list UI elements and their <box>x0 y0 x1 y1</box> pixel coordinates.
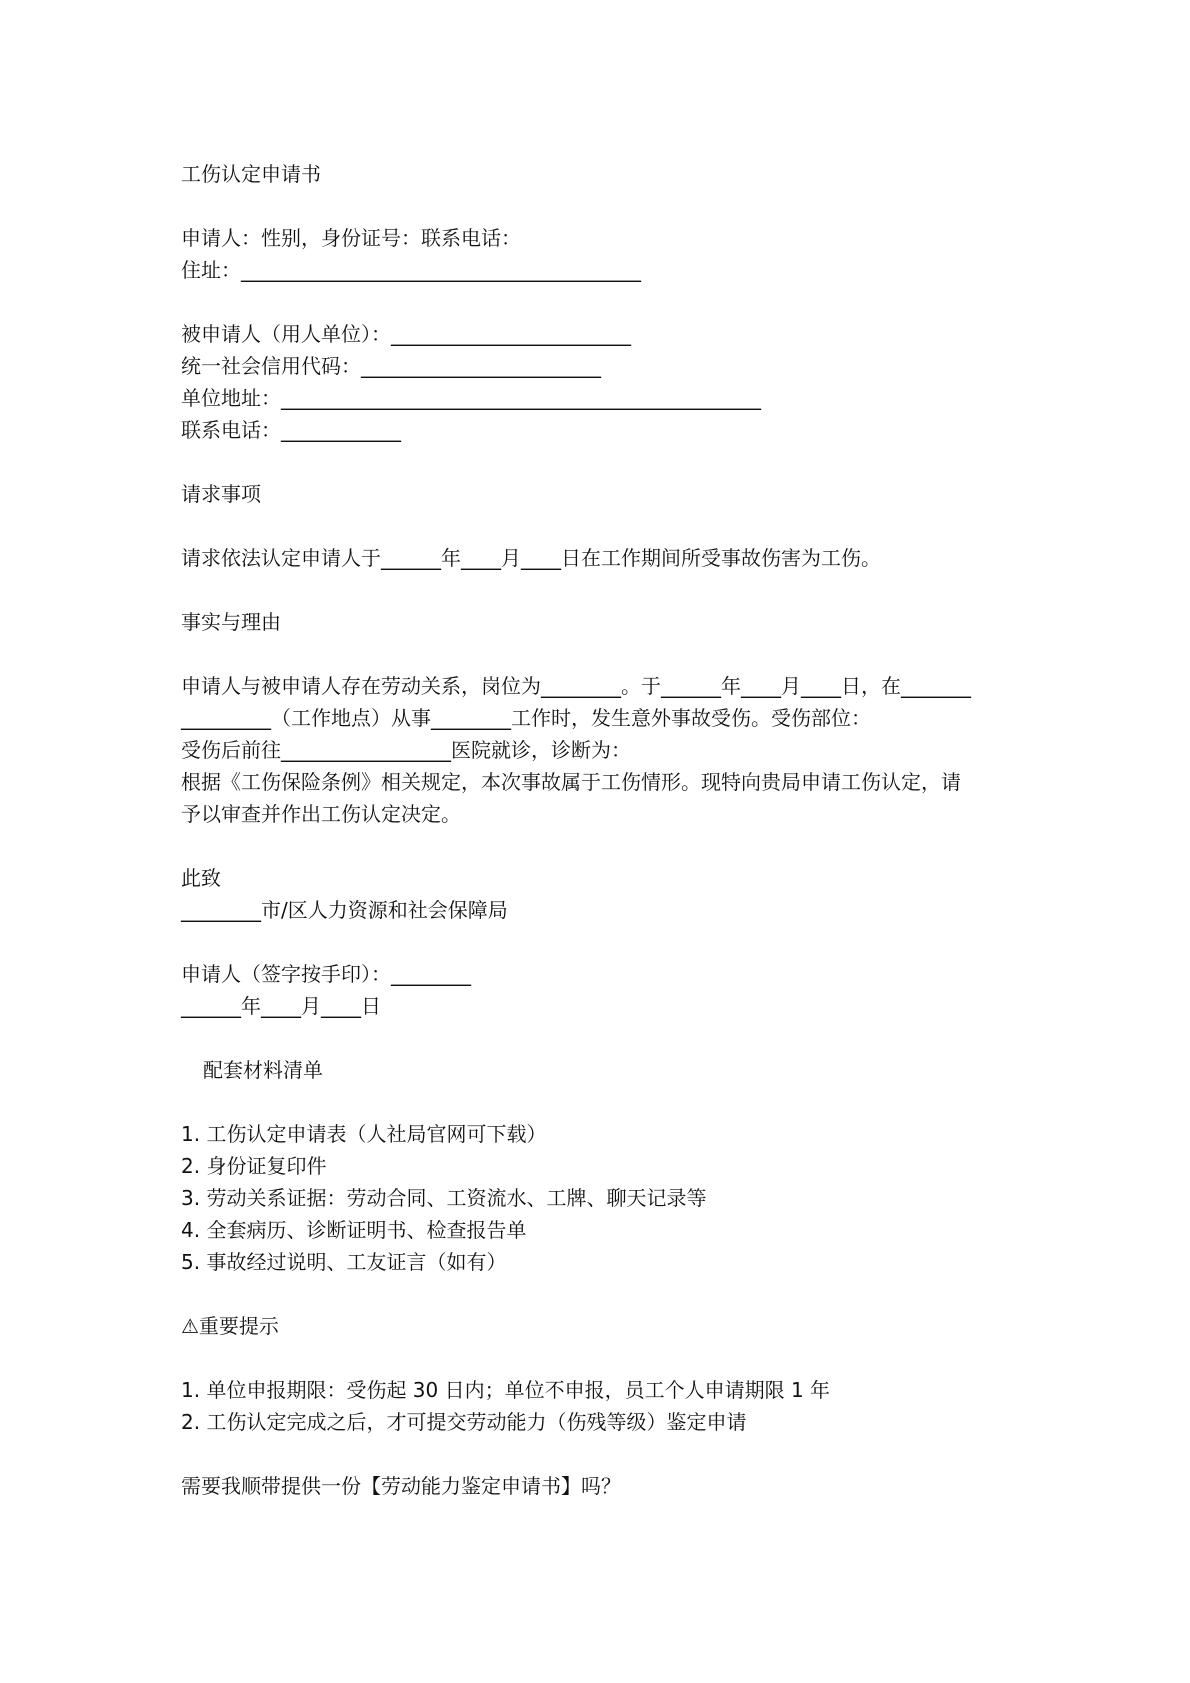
closing-salutation: 此致 <box>181 866 221 890</box>
notice-item: 2. 工伤认定完成之后，才可提交劳动能力（伤残等级）鉴定申请 <box>181 1410 747 1434</box>
facts-heading: 事实与理由 <box>181 610 281 634</box>
document-page <box>181 158 1021 1502</box>
closing-bureau: ________市/区人力资源和社会保障局 <box>181 898 508 922</box>
facts-line-2: _________（工作地点）从事________工作时，发生意外事故受伤。受伤部位： <box>181 706 871 730</box>
respondent-unit: 被申请人（用人单位）：________________________ <box>181 322 631 346</box>
request-text: 请求依法认定申请人于______年____月____日在工作期间所受事故伤害为工伤。 <box>181 546 881 570</box>
materials-item: 1. 工伤认定申请表（人社局官网可下载） <box>181 1122 547 1146</box>
respondent-phone: 联系电话：____________ <box>181 418 401 442</box>
materials-heading: 配套材料清单 <box>203 1058 323 1082</box>
followup-question: 需要我顺带提供一份【劳动能力鉴定申请书】吗？ <box>181 1474 621 1498</box>
facts-line-5: 予以审查并作出工伤认定决定。 <box>181 802 461 826</box>
notice-item: 1. 单位申报期限：受伤起 30 日内；单位不申报，员工个人申请期限 1 年 <box>181 1378 831 1402</box>
respondent-credit-code: 统一社会信用代码：________________________ <box>181 354 601 378</box>
facts-line-1: 申请人与被申请人存在劳动关系，岗位为________。于______年____月____日，在_______ <box>181 674 971 698</box>
document-title: 工伤认定申请书 <box>181 162 321 186</box>
materials-item: 5. 事故经过说明、工友证言（如有） <box>181 1250 507 1274</box>
signature-signer: 申请人（签字按手印）：________ <box>181 962 471 986</box>
notice-heading: ⚠重要提示 <box>181 1314 279 1338</box>
facts-line-4: 根据《工伤保险条例》相关规定，本次事故属于工伤情形。现特向贵局申请工伤认定，请 <box>181 770 961 794</box>
facts-line-3: 受伤后前往_________________医院就诊，诊断为： <box>181 738 631 762</box>
respondent-address: 单位地址：________________________________________________ <box>181 386 761 410</box>
materials-item: 2. 身份证复印件 <box>181 1154 327 1178</box>
signature-date: ______年____月____日 <box>181 994 381 1018</box>
materials-item: 4. 全套病历、诊断证明书、检查报告单 <box>181 1218 527 1242</box>
applicant-address: 住址：________________________________________ <box>181 258 641 282</box>
applicant-info: 申请人：性别，身份证号：联系电话： <box>181 226 521 250</box>
materials-item: 3. 劳动关系证据：劳动合同、工资流水、工牌、聊天记录等 <box>181 1186 707 1210</box>
request-heading: 请求事项 <box>181 482 261 506</box>
